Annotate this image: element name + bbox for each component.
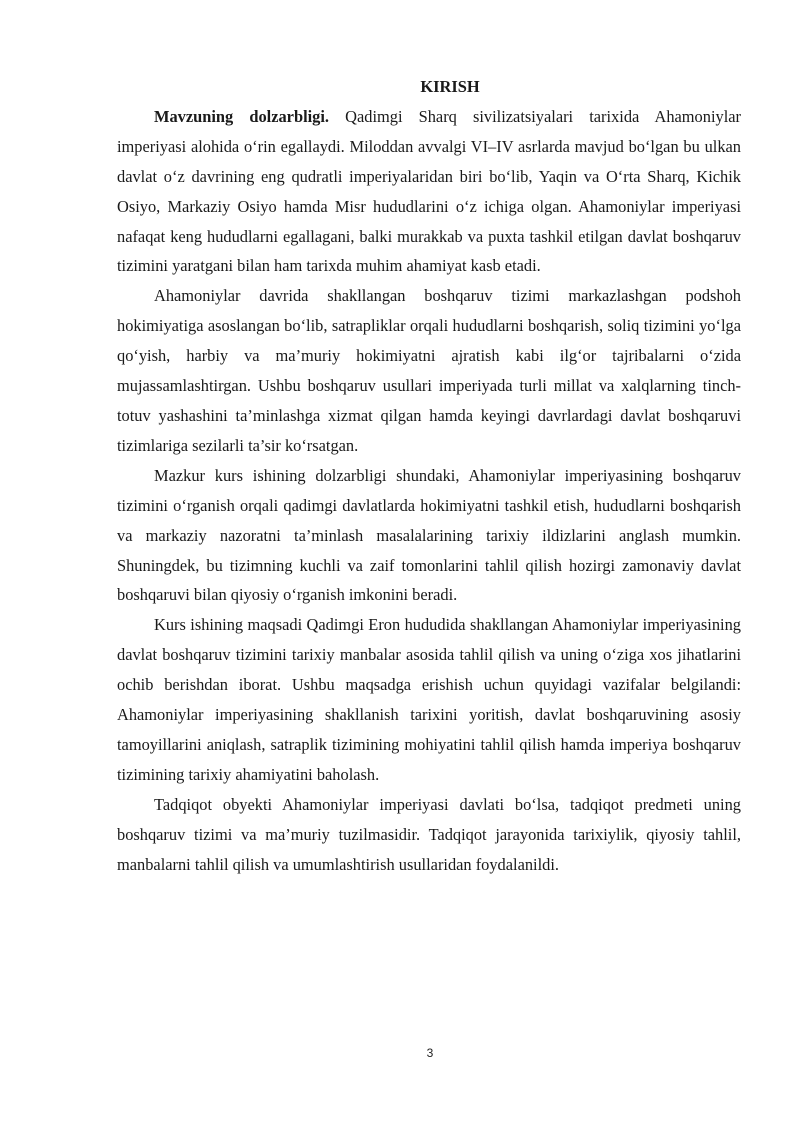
page-number: 3 (426, 1046, 434, 1060)
paragraph-object (117, 790, 741, 880)
section-title: KIRISH (420, 77, 480, 96)
paragraph-text: Kurs ishining maqsadi Qadimgi Eron hududida shakllangan Ahamoniylar imperiyasining davlat boshqaruv tizimini tarixiy manbalar asosida tahlil qilish va uning o‘ziga xos jihatlarini ochib berishdan iborat. Ushbu maqsadga erishish uchun quyidagi vazifalar belgilandi: Ahamoniylar imperiyasining shakllanish tarixini yoritish, davlat boshqaruvining asosiy tamoyillarini aniqlash, satraplik tizimining mohiyatini tahlil qilish hamda imperiya boshqaruv tizimining tarixiy ahamiyatini baholash. (117, 615, 741, 784)
paragraph-lead: Mavzuning dolzarbligi. (154, 106, 330, 126)
paragraph-text: Qadimgi Sharq sivilizatsiyalari tarixida Ahamoniylar imperiyasi alohida o‘rin egallaydi. Miloddan avvalgi VI–IV asrlarda mavjud bo‘lgan bu ulkan davlat o‘z davrining eng qudratli imperiyalaridan biri bo‘lib, Yaqin va O‘rta Sharq, Kichik Osiyo, Markaziy Osiyo hamda Misr hududlarini o‘z ichiga olgan. Ahamoniylar imperiyasi nafaqat keng hududlarni egallagani, balki murakkab va puxta tashkil etilgan davlat boshqaruv tizimini yaratgani bilan ham tarixda muhim ahamiyat kasb etadi. (117, 106, 741, 276)
paragraph-significance (117, 461, 741, 611)
paragraph-text: Mazkur kurs ishining dolzarbligi shundaki, Ahamoniylar imperiyasining boshqaruv tizimini o‘rganish orqali qadimgi davlatlarda hokimiyatni tashkil etish, hududlarni boshqarish va markaziy nazoratni ta’minlash masalalarining tarixiy ildizlarini anglash mumkin. Shuningdek, bu tizimning kuchli va zaif tomonlarini tahlil qilish hozirgi zamonaviy davlat boshqaruvi bilan qiyosiy o‘rganish imkonini beradi. (117, 465, 741, 605)
paragraph-text: Tadqiqot obyekti Ahamoniylar imperiyasi davlati bo‘lsa, tadqiqot predmeti uning boshqaruv tizimi va ma’muriy tuzilmasidir. Tadqiqot jarayonida tarixiylik, qiyosiy tahlil, manbalarni tahlil qilish va umumlashtirish usullaridan foydalanildi. (117, 794, 741, 874)
paragraph-relevance (117, 102, 741, 281)
paragraph-governance (117, 281, 741, 460)
paragraph-text: Ahamoniylar davrida shakllangan boshqaruv tizimi markazlashgan podshoh hokimiyatiga asoslangan bo‘lib, satrapliklar orqali hududlarni boshqarish, soliq tizimini yo‘lga qo‘yish, harbiy va ma’muriy hokimiyatni ajratish kabi ilg‘or tajribalarni o‘zida mujassamlashtirgan. Ushbu boshqaruv usullari imperiyada turli millat va xalqlarning tinch-totuv yashashini ta’minlashga xizmat qilgan hamda keyingi davrlardagi davlat boshqaruvi tizimlariga sezilarli ta’sir ko‘rsatgan. (117, 286, 741, 455)
paragraph-goal (117, 610, 741, 789)
page-content (117, 72, 741, 879)
